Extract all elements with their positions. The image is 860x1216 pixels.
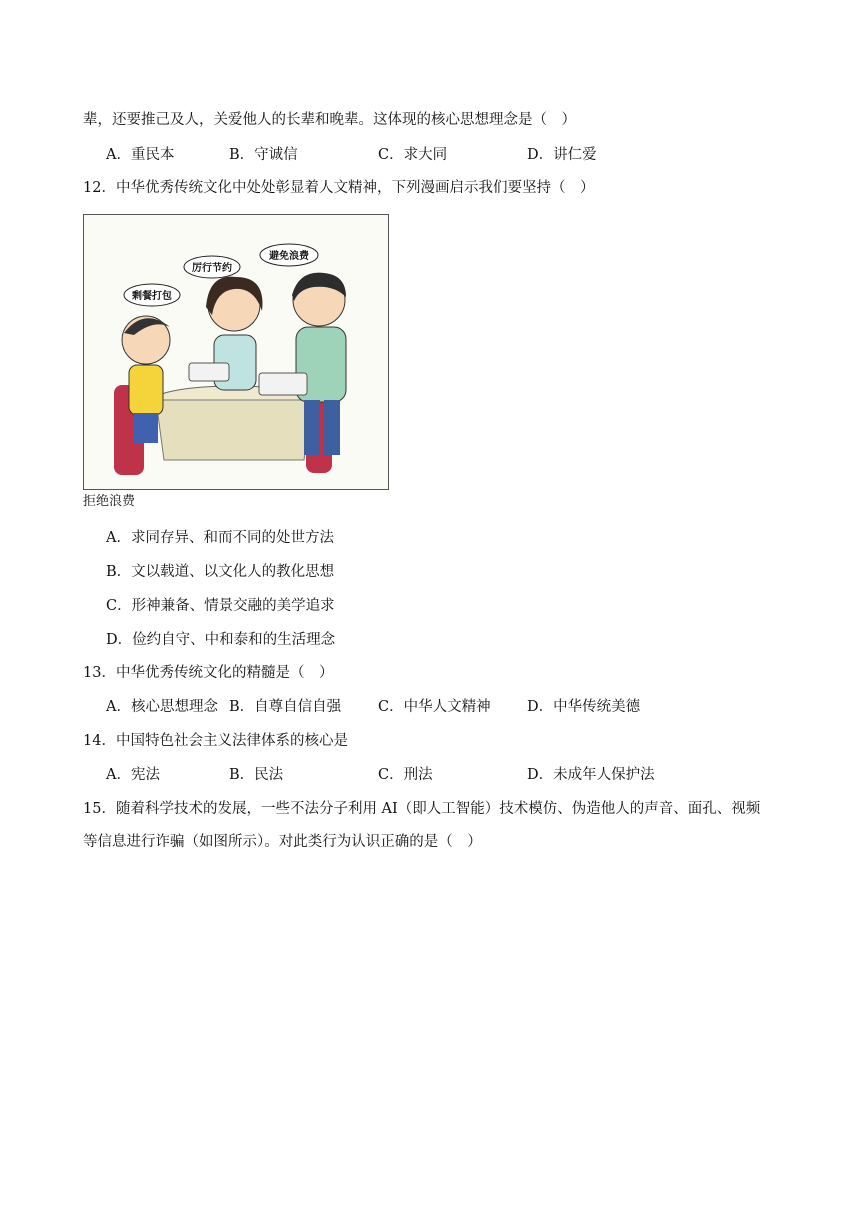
q14-option-c[interactable]: C．刑法 [378, 767, 433, 783]
q13-option-b[interactable]: B．自尊自信自强 [229, 699, 342, 715]
bubble-text-leftovers: 剩餐打包 [132, 291, 172, 302]
q12-figure-caption: 拒绝浪费 [83, 494, 136, 509]
q12-cartoon-figure [83, 214, 389, 490]
speech-bubble-1 [124, 284, 180, 306]
speech-bubble-2 [184, 256, 240, 278]
q13-stem: 13．中华优秀传统文化的精髓是（ ） [83, 665, 334, 681]
boy-shirt [129, 365, 163, 415]
q11-stem-continuation: 辈，还要推己及人，关爱他人的长辈和晚辈。这体现的核心思想理念是（ ） [83, 112, 576, 128]
q12-option-a[interactable]: A．求同存异、和而不同的处世方法 [106, 530, 334, 546]
bubble-text-frugality: 厉行节约 [192, 263, 232, 274]
q14-option-a[interactable]: A．宪法 [106, 767, 160, 783]
speech-bubble-3 [260, 244, 318, 266]
q13-option-d[interactable]: D．中华传统美德 [527, 699, 641, 715]
q11-option-a[interactable]: A．重民本 [106, 147, 175, 163]
q12-option-c[interactable]: C．形神兼备、情景交融的美学追求 [106, 598, 335, 614]
q11-option-d[interactable]: D．讲仁爱 [527, 147, 597, 163]
boy-shorts [134, 413, 158, 443]
q15-stem-line2: 等信息进行诈骗（如图所示）。对此类行为认识正确的是（ ） [83, 834, 482, 850]
cartoon-illustration [84, 215, 388, 489]
q13-option-a[interactable]: A．核心思想理念 [106, 699, 218, 715]
q12-option-d[interactable]: D．俭约自守、中和泰和的生活理念 [106, 632, 336, 648]
q12-option-b[interactable]: B．文以载道、以文化人的教化思想 [106, 564, 335, 580]
q14-stem: 14．中国特色社会主义法律体系的核心是 [83, 733, 348, 749]
q13-option-c[interactable]: C．中华人文精神 [378, 699, 491, 715]
q14-option-d[interactable]: D．未成年人保护法 [527, 767, 655, 783]
q11-option-c[interactable]: C．求大同 [378, 147, 448, 163]
q11-option-b[interactable]: B．守诚信 [229, 147, 298, 163]
takeaway-box-1 [189, 363, 229, 381]
bubble-text-avoid-waste: 避免浪费 [269, 251, 309, 262]
q15-stem-line1: 15．随着科学技术的发展，一些不法分子利用 AI（即人工智能）技术模仿、伪造他人的声音、面孔、视频 [83, 801, 761, 817]
takeaway-box-2 [259, 373, 307, 395]
q12-stem: 12．中华优秀传统文化中处处彰显着人文精神，下列漫画启示我们要坚持（ ） [83, 180, 595, 196]
q14-option-b[interactable]: B．民法 [229, 767, 284, 783]
tablecloth [156, 400, 312, 460]
